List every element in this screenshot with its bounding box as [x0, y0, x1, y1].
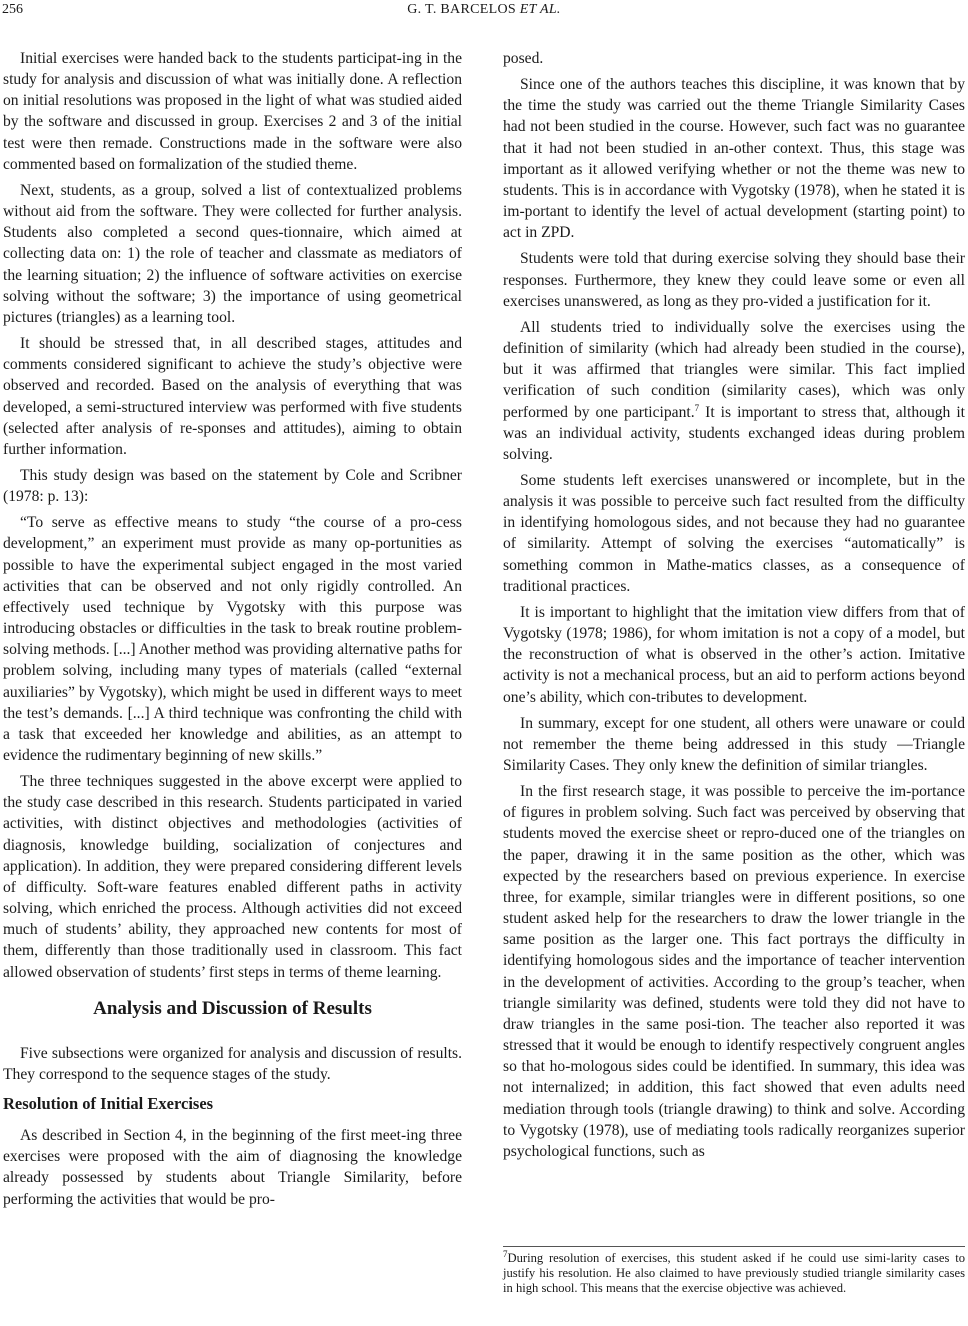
paragraph	[503, 317, 965, 465]
left-column	[3, 48, 462, 1215]
paragraph: Some students left exercises unanswered or incomplete, but in the analysis it was possible to perceive such fact resulted from the difficulty in identifying homologous sides, and not because they had no guarantee of similarity. Attempt of solving the exercises “automatically” is something common in Mathe-matics classes, as a consequence of traditional practices.	[503, 471, 965, 595]
paragraph: Five subsections were organized for analysis and discussion of results. They correspond to the sequence stages of the study.	[3, 1044, 462, 1083]
running-head-authors: G. T. BARCELOS	[407, 2, 516, 17]
paragraph: Students were told that during exercise solving they should base their responses. Furthermore, they knew they could leave some or even all exercises unanswered, as long as they pro-vided a justification for it.	[503, 250, 965, 310]
paragraph-text: It is important to stress that, although it was an individual activity, students exchanged ideas during problem solving.	[503, 403, 966, 463]
footnote-number: 7	[503, 1248, 508, 1259]
paragraph: In the first research stage, it was possible to perceive the im-portance of figures in problem solving. Such fact was perceived by observing that students moved the exercise sheet or repro-duced one of the triangles on the paper, drawing it in the same position as the other, which was expected by the researchers based on previous experience. In exercise three, for example, similar triangles were in different positions, so one student asked help for the researchers to draw the lower triangle in the same position as the larger one. This fact portrays the difficulty in identifying homologous sides and the importance of teacher intervention in the development of activities. According to the group’s teacher, when triangle similarity was defined, students were told they did not have to draw triangles in the same posi-tion. The teacher also reported it was stressed that it would be enough to identify respectively congruent angles so that ho-mologous sides could be identified. In summary, this idea was not internalized; in addition, this fact showed that even adults need mediation through tools (triangle drawing) to think and solve. According to Vygotsky (1978), use of mediating tools radically reorganizes superior psychological functions, such as	[503, 783, 965, 1160]
footnote	[503, 1246, 965, 1297]
paragraph: It should be stressed that, in all described stages, attitudes and comments considered significant to achieve the study’s objective were observed and recorded. Based on the analysis of everything that was developed, a semi-structured interview was performed with five students (selected after analysis of re-sponses and attitudes), aiming to obtain further information.	[3, 335, 462, 458]
paragraph: Initial exercises were handed back to the students participat-ing in the study for analysis and discussion of what was initially done. A reflection on initial resolutions was proposed in the light of what was studied aided by the software and discussed in group. Exercises 2 and 3 of the initial test were then remade. Constructions made in the software were also commented based on formalization of the studied theme.	[3, 50, 462, 173]
paragraph: In summary, except for one student, all others were unaware or could not remember the theme being addressed in this study —Triangle Similarity Cases. They only knew the definition of similar triangles.	[503, 714, 965, 774]
right-column	[503, 48, 965, 1167]
subsection-heading: Resolution of Initial Exercises	[3, 1094, 214, 1114]
paragraph-text: All students tried to individually solve the exercises using the definition of similarity (which had already been studied in the course), but it was affirmed that triangles were similar. This fact implied verification of such condition (similarity cases), which was only performed by one participant.	[503, 318, 965, 421]
paragraph: It is important to highlight that the imitation view differs from that of Vygotsky (1978; 1986), for whom imitation is not a copy of a model, but the reconstruction of what is observed in the other’s action. Imitative activity is not a mechanical process, but an aid to perform actions beyond one’s ability, which con-tributes to development.	[503, 603, 965, 706]
section-heading: Analysis and Discussion of Results	[93, 997, 372, 1019]
paragraph: The three techniques suggested in the above excerpt were applied to the study case described in this research. Students participated in varied activities, with distinct objectives and methodologies (activities of diagnosis, knowledge building, socialization of conjectures and application). In addition, they were prepared considering different levels of difficulty. Soft-ware features enabled different paths in activity solving, which enriched the process. Although activities did not exceed much of students’ ability, they approached new contents for most of them, differently than those traditionally used in classroom. This fact allowed observation of students’ first steps in terms of theme learning.	[3, 773, 462, 981]
running-head-et-al: ET AL.	[519, 2, 561, 17]
page-number: 256	[2, 2, 23, 17]
page-header	[0, 0, 968, 26]
footnote-marker: 7	[694, 402, 700, 413]
running-head	[0, 2, 968, 18]
paragraph: As described in Section 4, in the beginning of the first meet-ing three exercises were proposed with the aim of diagnosing the knowledge already possessed by students about Triangle Similarity, before performing the activities that would be pro-	[3, 1127, 462, 1208]
footnote-text: During resolution of exercises, this student asked if he could use simi-larity cases to justify his resolution. He also claimed to have previously studied triangle similarity cases in high school. This means that the exercise objective was achieved.	[503, 1251, 965, 1296]
paragraph: Next, students, as a group, solved a list of contextualized problems without aid from the software. They were collected for further analysis. Students also completed a second ques-tionnaire, which aimed at collecting data on: 1) the role of teacher and classmate as mediators of the learning situation; 2) the influence of software activities on exercise solving without the software; 3) the importance of using geometrical pictures (triangles) as a learning tool.	[3, 181, 462, 326]
paragraph: This study design was based on the statement by Cole and Scribner (1978: p. 13):	[3, 466, 462, 506]
quotation: “To serve as effective means to study “the course of a pro-cess development,” an experiment must provide as many op-portunities as possible to have the experimental subject engaged in the most varied activities that can be observed and not only rigidly controlled. An effectively used technique by Vygotsky with this purpose was introducing obstacles or difficulties in the task to break routine problem-solving methods. [...] Another method was providing alternative paths for problem solving, including many types of materials (called “external auxiliaries” by Vygotsky), which might be used in different ways to meet the test’s demands. [...] A third technique was confronting the child with a task that exceeded her knowledge and abilities, as an attempt to evidence the rudimentary beginning of new skills.”	[3, 514, 462, 764]
paragraph: Since one of the authors teaches this discipline, it was known that by the time the study was carried out the theme Triangle Similarity Cases had not been studied in the course. However, such fact was no guarantee that it had not been studied in an-other context. Thus, this stage was important as it allowed verifying whether or not the theme was new to students. This is in accordance with Vygotsky (1978), when he stated it is im-portant to identify the level of actual development (starting point) to act in ZPD.	[503, 76, 965, 242]
paragraph: posed.	[503, 50, 544, 67]
